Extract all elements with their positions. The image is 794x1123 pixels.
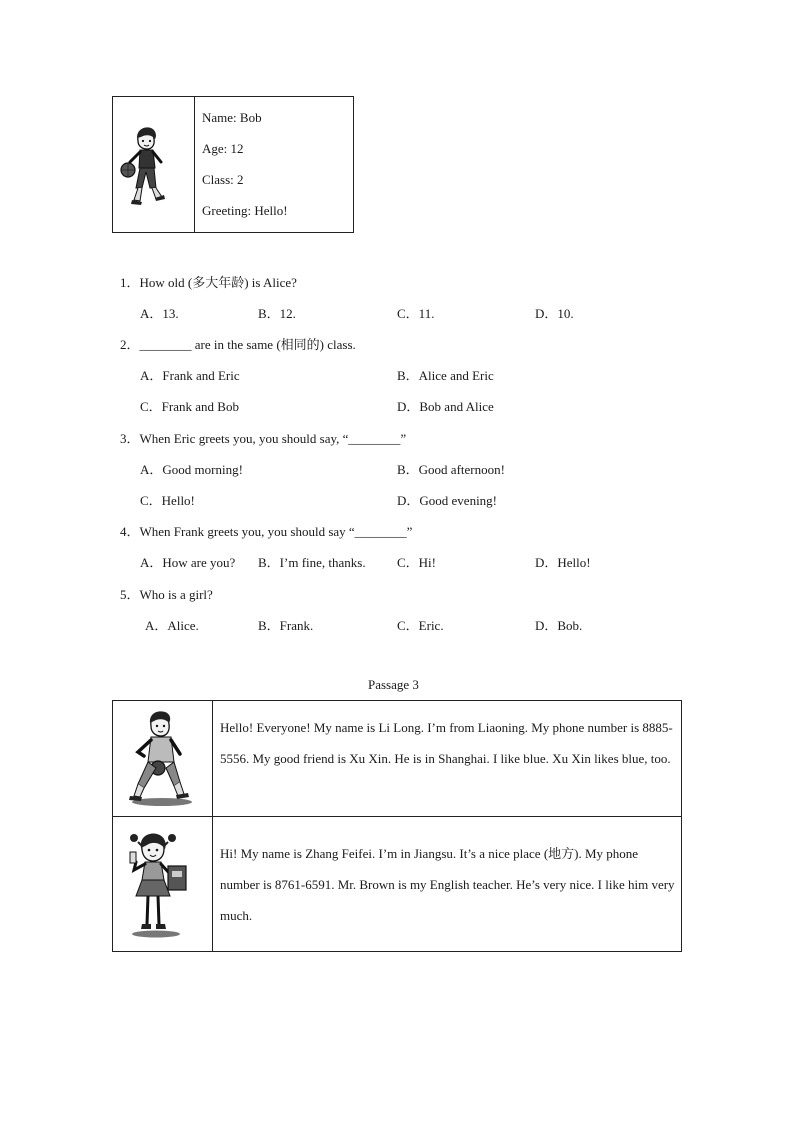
question-2-option-b: B．Alice and Eric [397, 368, 494, 383]
passage-entry-2-text: Hi! My name is Zhang Feifei. I’m in Jiangsu. It’s a nice place (地方). My phone number is 8761-6591. Mr. Brown is my English teacher. He’s very nice. I like him very much. [220, 846, 675, 923]
profile-card-divider [194, 96, 195, 233]
question-4-option-a: A．How are you? [140, 555, 236, 570]
question-5-option-c: C．Eric. [397, 618, 444, 633]
question-3-option-d: D．Good evening! [397, 493, 498, 508]
question-4-stem: 4．When Frank greets you, you should say “________” [120, 524, 413, 539]
boy-basketball-image [116, 122, 176, 206]
question-4-option-b: B．I’m fine, thanks. [258, 555, 366, 570]
question-1-stem: 1．How old (多大年龄) is Alice? [120, 275, 297, 290]
passage-table-column-divider [212, 700, 213, 952]
girl-holding-book-image [120, 828, 200, 940]
question-1-option-b: B．12. [258, 306, 296, 321]
question-3-option-c: C．Hello! [140, 493, 195, 508]
question-5-option-b: B．Frank. [258, 618, 314, 633]
question-1-option-a: A．13. [140, 306, 179, 321]
question-5-option-a: A．Alice. [145, 618, 199, 633]
question-2-option-d: D．Bob and Alice [397, 399, 494, 414]
passage-table-row-divider [112, 816, 682, 817]
question-1-option-c: C．11. [397, 306, 435, 321]
question-1-option-d: D．10. [535, 306, 574, 321]
profile-greeting: Greeting: Hello! [202, 203, 288, 218]
question-3-stem: 3．When Eric greets you, you should say, “________” [120, 431, 407, 446]
question-2-stem: 2．________ are in the same (相同的) class. [120, 337, 356, 352]
profile-age: Age: 12 [202, 141, 244, 156]
question-3-option-b: B．Good afternoon! [397, 462, 505, 477]
question-2-option-c: C．Frank and Bob [140, 399, 239, 414]
question-4-option-d: D．Hello! [535, 555, 591, 570]
question-5-option-d: D．Bob. [535, 618, 583, 633]
profile-class: Class: 2 [202, 172, 244, 187]
question-5-stem: 5．Who is a girl? [120, 587, 213, 602]
boy-dribbling-image [124, 708, 196, 808]
question-2-option-a: A．Frank and Eric [140, 368, 240, 383]
passage-entry-1-text: Hello! Everyone! My name is Li Long. I’m from Liaoning. My phone number is 8885-5556. My good friend is Xu Xin. He is in Shanghai. I like blue. Xu Xin likes blue, too. [220, 720, 673, 766]
question-3-option-a: A．Good morning! [140, 462, 243, 477]
passage-title: Passage 3 [368, 677, 419, 692]
question-4-option-c: C．Hi! [397, 555, 437, 570]
profile-name: Name: Bob [202, 110, 262, 125]
